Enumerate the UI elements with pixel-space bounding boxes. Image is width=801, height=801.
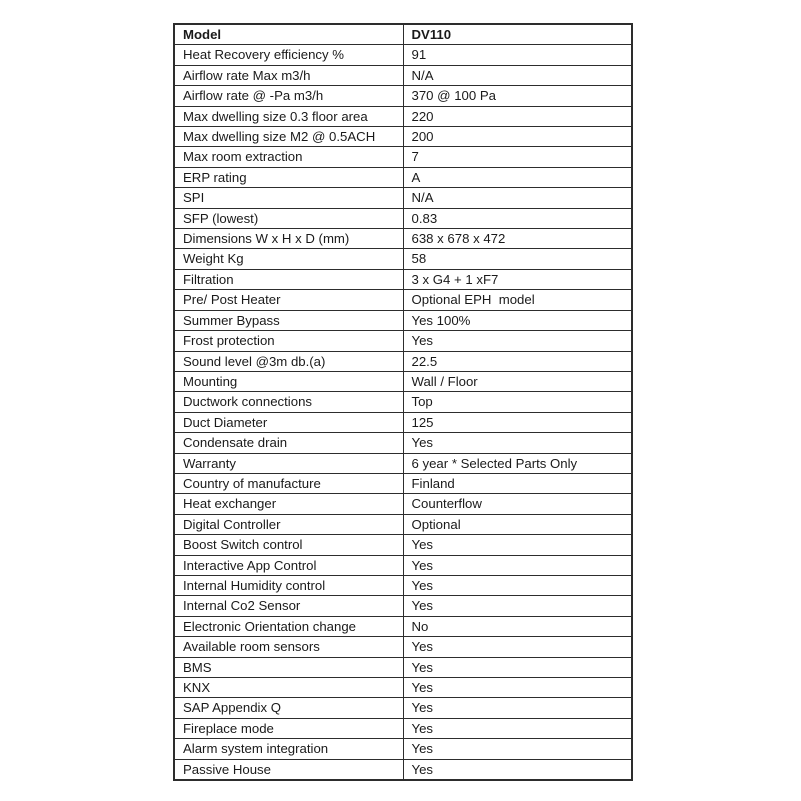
- table-row: [174, 759, 632, 780]
- spec-value: Yes: [403, 535, 632, 555]
- table-row: [174, 718, 632, 738]
- spec-label: KNX: [174, 678, 403, 698]
- spec-value: Optional: [403, 514, 632, 534]
- spec-value: Yes: [403, 759, 632, 780]
- spec-label: Passive House: [174, 759, 403, 780]
- spec-value: 220: [403, 106, 632, 126]
- spec-value: Wall / Floor: [403, 371, 632, 391]
- spec-value: 200: [403, 127, 632, 147]
- table-row: [174, 657, 632, 677]
- table-row: [174, 290, 632, 310]
- spec-value: 6 year * Selected Parts Only: [403, 453, 632, 473]
- spec-value: Top: [403, 392, 632, 412]
- table-row: [174, 106, 632, 126]
- spec-label: Frost protection: [174, 331, 403, 351]
- table-row: [174, 208, 632, 228]
- table-row: [174, 412, 632, 432]
- table-row: [174, 433, 632, 453]
- spec-value: Yes: [403, 555, 632, 575]
- spec-label: Heat Recovery efficiency %: [174, 45, 403, 65]
- spec-label: SFP (lowest): [174, 208, 403, 228]
- spec-label: BMS: [174, 657, 403, 677]
- table-row: [174, 473, 632, 493]
- spec-label: Alarm system integration: [174, 739, 403, 759]
- spec-label: ERP rating: [174, 167, 403, 187]
- table-row: [174, 269, 632, 289]
- table-header-row: [174, 24, 632, 45]
- table-row: [174, 535, 632, 555]
- spec-label: Available room sensors: [174, 637, 403, 657]
- spec-value: No: [403, 616, 632, 636]
- spec-label: Pre/ Post Heater: [174, 290, 403, 310]
- table-row: [174, 514, 632, 534]
- table-row: [174, 616, 632, 636]
- spec-label: Interactive App Control: [174, 555, 403, 575]
- spec-label: Warranty: [174, 453, 403, 473]
- spec-label: Fireplace mode: [174, 718, 403, 738]
- table-row: [174, 86, 632, 106]
- table-row: [174, 575, 632, 595]
- table-row: [174, 678, 632, 698]
- spec-label: Airflow rate Max m3/h: [174, 65, 403, 85]
- table-row: [174, 698, 632, 718]
- spec-label: Max dwelling size 0.3 floor area: [174, 106, 403, 126]
- table-row: [174, 147, 632, 167]
- table-row: [174, 331, 632, 351]
- spec-value: Yes: [403, 575, 632, 595]
- spec-value: 3 x G4 + 1 xF7: [403, 269, 632, 289]
- table-row: [174, 127, 632, 147]
- spec-value: Finland: [403, 473, 632, 493]
- spec-table: [173, 23, 633, 781]
- table-row: [174, 392, 632, 412]
- spec-label: Internal Humidity control: [174, 575, 403, 595]
- table-row: [174, 45, 632, 65]
- spec-value: N/A: [403, 188, 632, 208]
- spec-value: A: [403, 167, 632, 187]
- spec-label: Max room extraction: [174, 147, 403, 167]
- spec-value: Yes: [403, 433, 632, 453]
- spec-value: Yes: [403, 596, 632, 616]
- table-row: [174, 351, 632, 371]
- spec-value: 370 @ 100 Pa: [403, 86, 632, 106]
- spec-value: 91: [403, 45, 632, 65]
- table-row: [174, 555, 632, 575]
- header-model-value: DV110: [403, 24, 632, 45]
- spec-label: Filtration: [174, 269, 403, 289]
- spec-value: Yes: [403, 657, 632, 677]
- spec-label: SAP Appendix Q: [174, 698, 403, 718]
- spec-value: Yes: [403, 331, 632, 351]
- table-row: [174, 188, 632, 208]
- spec-label: Airflow rate @ -Pa m3/h: [174, 86, 403, 106]
- spec-value: 125: [403, 412, 632, 432]
- spec-label: Mounting: [174, 371, 403, 391]
- spec-value: Yes: [403, 698, 632, 718]
- header-model-label: Model: [174, 24, 403, 45]
- spec-label: Ductwork connections: [174, 392, 403, 412]
- spec-label: Weight Kg: [174, 249, 403, 269]
- table-row: [174, 65, 632, 85]
- spec-value: Yes: [403, 678, 632, 698]
- table-body: [174, 45, 632, 780]
- spec-value: Yes: [403, 637, 632, 657]
- spec-value: Yes: [403, 739, 632, 759]
- table-row: [174, 739, 632, 759]
- spec-label: Boost Switch control: [174, 535, 403, 555]
- table-row: [174, 596, 632, 616]
- table-row: [174, 494, 632, 514]
- spec-value: Yes: [403, 718, 632, 738]
- spec-label: Dimensions W x H x D (mm): [174, 229, 403, 249]
- spec-value: Yes 100%: [403, 310, 632, 330]
- spec-label: Duct Diameter: [174, 412, 403, 432]
- product-spec-sheet: [173, 23, 631, 781]
- table-row: [174, 453, 632, 473]
- table-row: [174, 229, 632, 249]
- spec-label: SPI: [174, 188, 403, 208]
- spec-label: Max dwelling size M2 @ 0.5ACH: [174, 127, 403, 147]
- spec-value: Counterflow: [403, 494, 632, 514]
- spec-value: 7: [403, 147, 632, 167]
- spec-value: 22.5: [403, 351, 632, 371]
- spec-value: Optional EPH model: [403, 290, 632, 310]
- table-row: [174, 310, 632, 330]
- spec-label: Electronic Orientation change: [174, 616, 403, 636]
- spec-label: Condensate drain: [174, 433, 403, 453]
- table-row: [174, 167, 632, 187]
- spec-value: 0.83: [403, 208, 632, 228]
- spec-label: Country of manufacture: [174, 473, 403, 493]
- spec-value: N/A: [403, 65, 632, 85]
- spec-label: Summer Bypass: [174, 310, 403, 330]
- spec-label: Heat exchanger: [174, 494, 403, 514]
- spec-label: Sound level @3m db.(a): [174, 351, 403, 371]
- table-row: [174, 371, 632, 391]
- spec-label: Internal Co2 Sensor: [174, 596, 403, 616]
- table-row: [174, 249, 632, 269]
- spec-value: 638 x 678 x 472: [403, 229, 632, 249]
- table-row: [174, 637, 632, 657]
- spec-value: 58: [403, 249, 632, 269]
- spec-label: Digital Controller: [174, 514, 403, 534]
